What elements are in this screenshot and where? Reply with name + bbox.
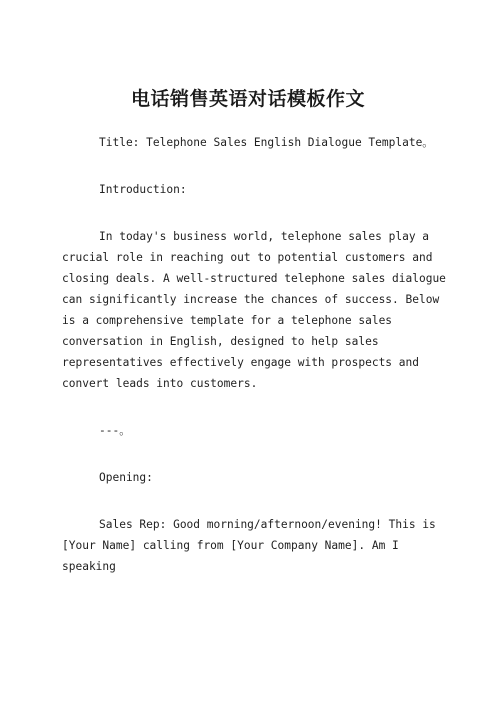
opening-paragraph: Sales Rep: Good morning/afternoon/evening! This is [Your Name] calling from [Your Company Name]. Am I speaking xyxy=(62,518,436,573)
opening-heading: Opening: xyxy=(99,471,153,484)
section-divider: ---。 xyxy=(99,424,131,437)
document-body xyxy=(62,132,447,603)
introduction-paragraph: In today's business world, telephone sales play a crucial role in reaching out to potential customers and closing deals. A well-structured telephone sales dialogue can significantly increase the chances of success. Below is a comprehensive template for a telephone sales conversation in English, designed to help sales representatives effectively engage with prospects and convert leads into customers. xyxy=(62,230,446,390)
document-title: 电话销售英语对话模板作文 xyxy=(130,88,365,110)
introduction-heading: Introduction: xyxy=(99,183,187,196)
title-line: Title: Telephone Sales English Dialogue Template。 xyxy=(99,136,434,149)
